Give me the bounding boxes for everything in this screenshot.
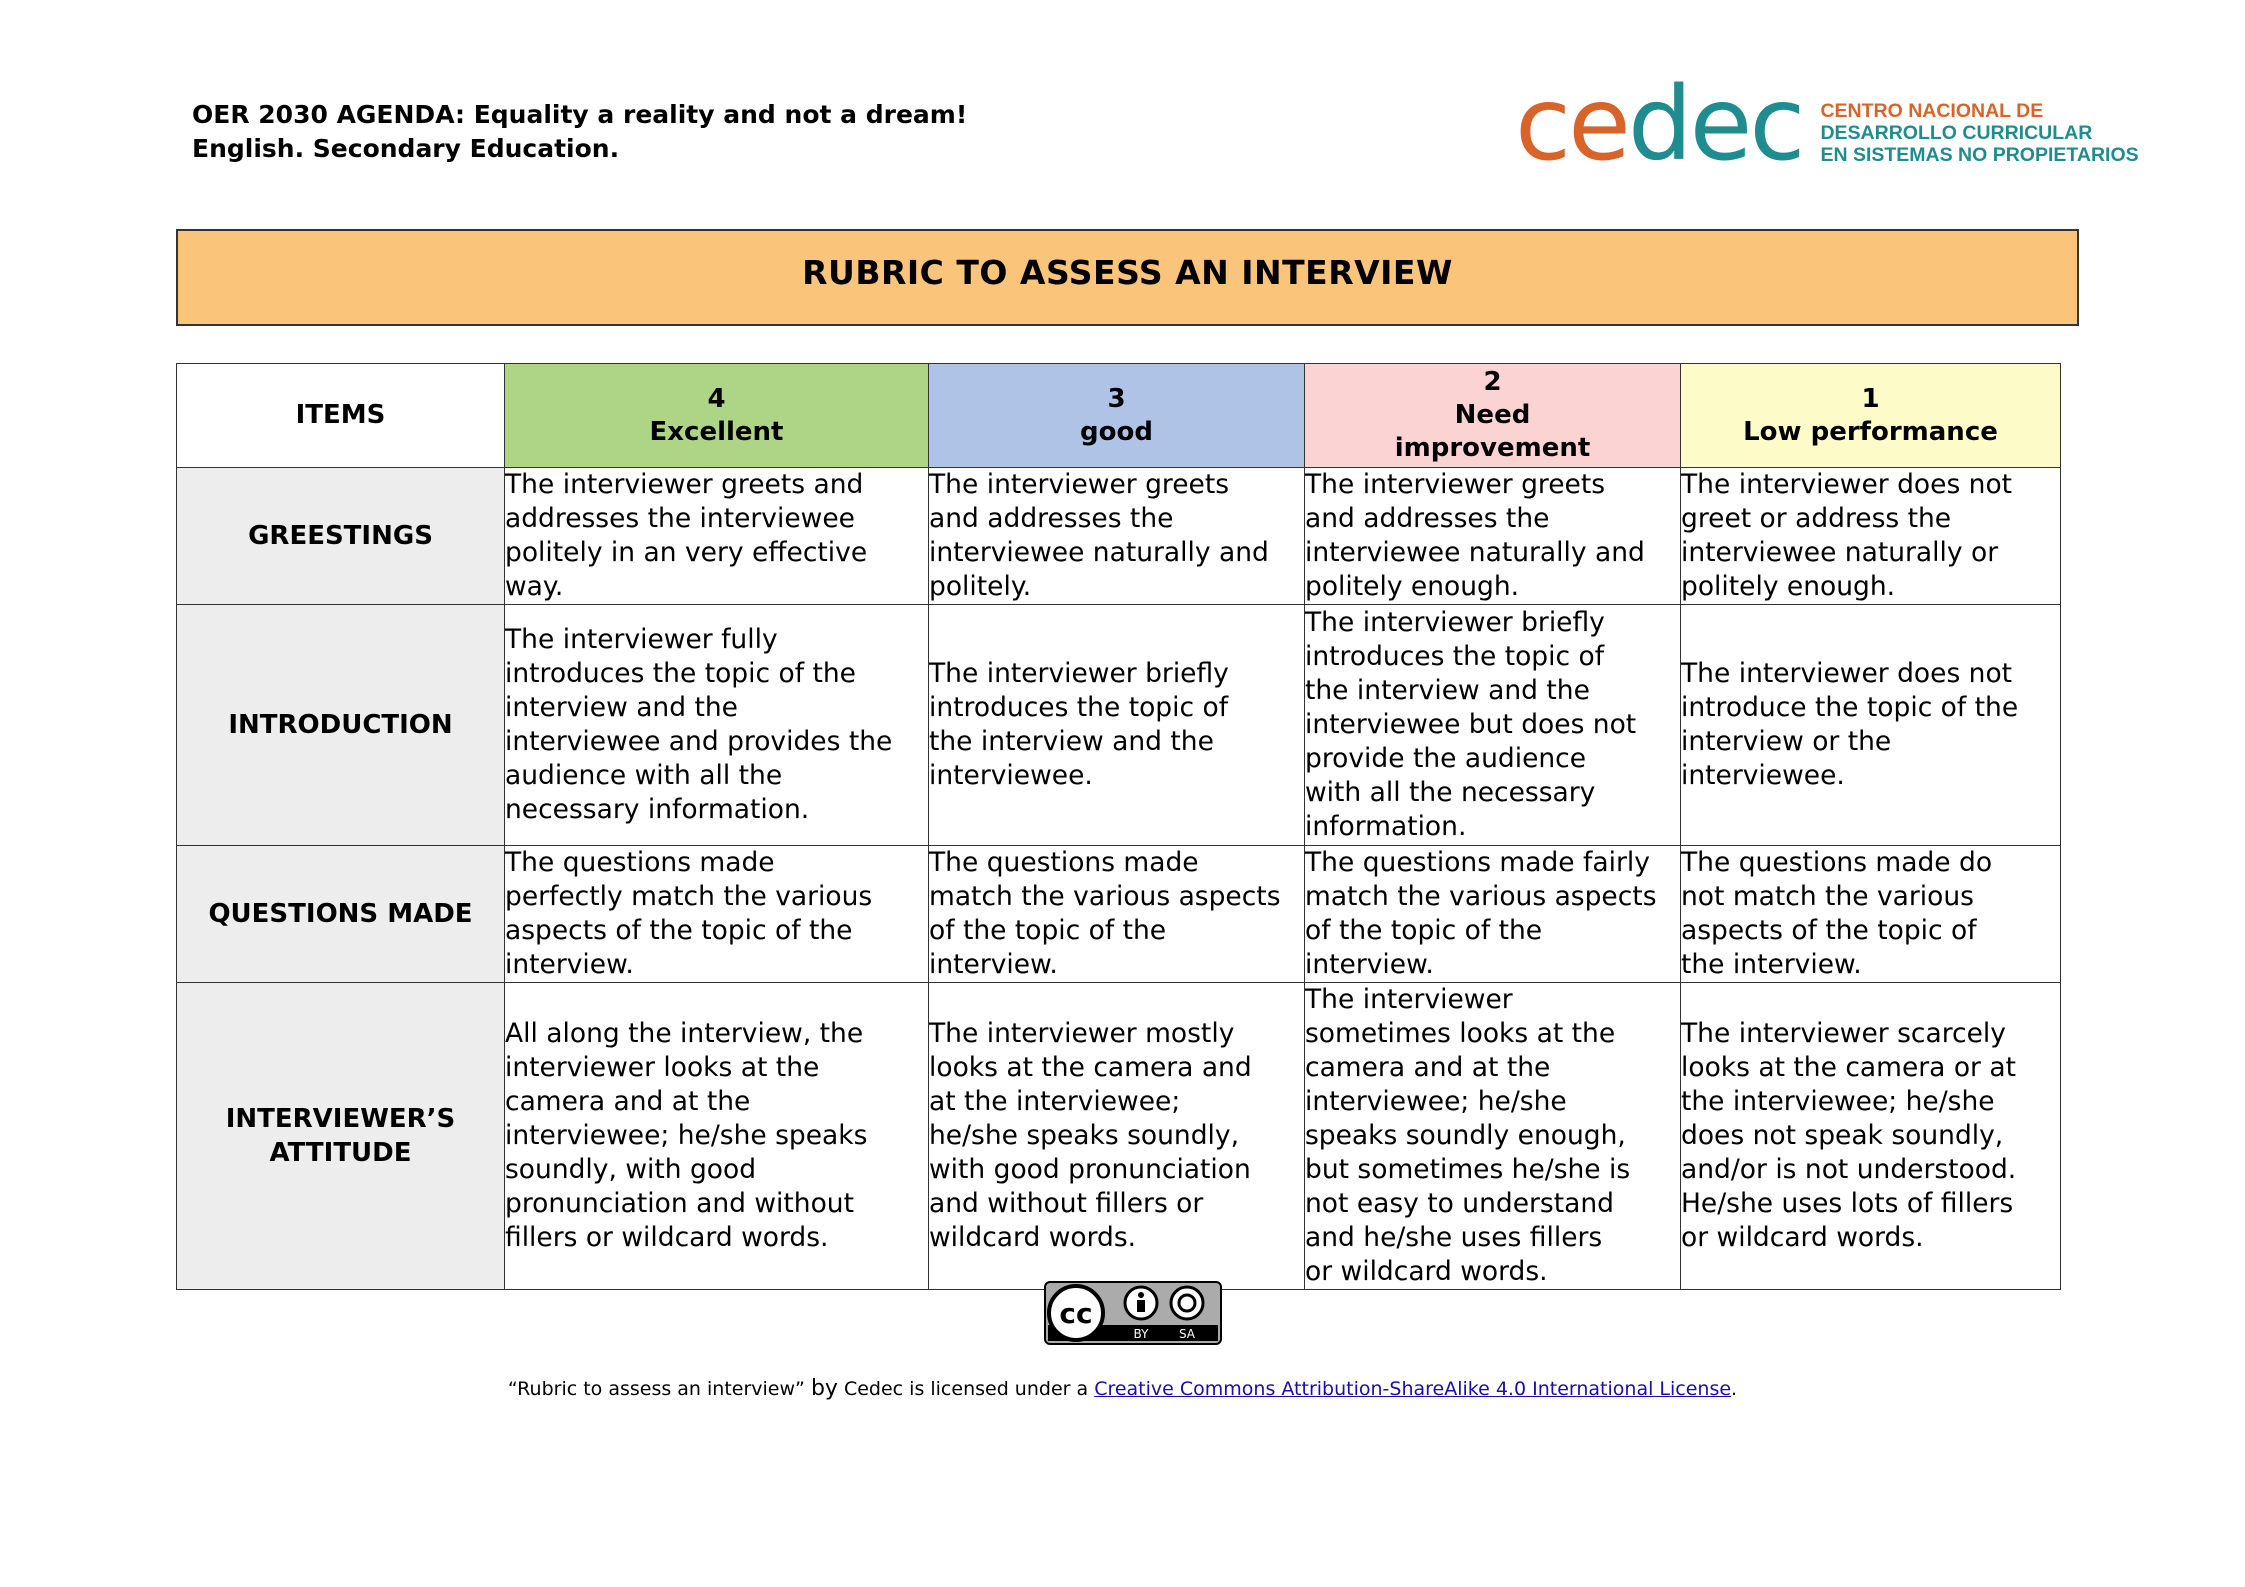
license-by: by (810, 1376, 838, 1401)
rubric-item-label: GREESTINGS (177, 468, 505, 605)
logo-tagline-line: DESARROLLO CURRICULAR (1820, 122, 2093, 144)
rubric-cell-score-2: The interviewer greets and addresses the interviewee naturally and politely enough. (1305, 468, 1681, 605)
rubric-row (177, 846, 2061, 983)
logo-word-ce: ce (1515, 65, 1628, 184)
badge-label-by: BY (1133, 1327, 1149, 1341)
rubric-cell-score-3: The questions made match the various aspects of the topic of the interview. (929, 846, 1305, 983)
rubric-cell-score-4: The interviewer fully introduces the topic of the interview and the interviewee and provides the audience with all the necessary information. (505, 605, 929, 846)
header-score-2: 2 Need improvement (1305, 364, 1681, 468)
rubric-cell-score-2: The questions made fairly match the various aspects of the topic of the interview. (1305, 846, 1681, 983)
rubric-title-banner (176, 229, 2079, 326)
rubric-cell-score-1: The questions made do not match the various aspects of the topic of the interview. (1681, 846, 2061, 983)
logo-tagline (1820, 100, 2138, 166)
document-header (192, 98, 967, 166)
rubric-cell-score-4: All along the interview, the interviewer looks at the camera and at the interviewee; he/she speaks soundly, with good pronunciation and without fillers or wildcard words. (505, 983, 929, 1290)
header-line-1: OER 2030 AGENDA: Equality a reality and not a dream! (192, 100, 968, 129)
header-score-1: 1 Low performance (1681, 364, 2061, 468)
header-score-4: 4 Excellent (505, 364, 929, 468)
license-link[interactable]: Creative Commons Attribution-ShareAlike 4.0 International License (1094, 1378, 1732, 1400)
cc-by-sa-badge (1044, 1281, 1222, 1349)
license-end: . (1731, 1378, 1738, 1400)
header-line-2: English. Secondary Education. (192, 134, 620, 163)
rubric-title: RUBRIC TO ASSESS AN INTERVIEW (802, 253, 1453, 292)
rubric-cell-score-4: The questions made perfectly match the various aspects of the topic of the interview. (505, 846, 929, 983)
badge-label-sa: SA (1178, 1327, 1196, 1341)
rubric-cell-score-2: The interviewer briefly introduces the topic of the interview and the interviewee but does not provide the audience with all the necessary information. (1305, 605, 1681, 846)
license-middle: Cedec is licensed under a (843, 1378, 1089, 1400)
rubric-item-label: INTERVIEWER’S ATTITUDE (177, 983, 505, 1290)
logo-tagline-line: EN SISTEMAS NO PROPIETARIOS (1820, 144, 2139, 166)
rubric-row (177, 468, 2061, 605)
cedec-logo (1515, 65, 2139, 184)
rubric-row (177, 983, 2061, 1290)
header-items: ITEMS (177, 364, 505, 468)
cc-license-icon (1044, 1281, 1222, 1345)
rubric-cell-score-3: The interviewer briefly introduces the topic of the interview and the interviewee. (929, 605, 1305, 846)
rubric-item-label: INTRODUCTION (177, 605, 505, 846)
rubric-cell-score-3: The interviewer greets and addresses the interviewee naturally and politely. (929, 468, 1305, 605)
logo-word-dec: dec (1627, 65, 1803, 184)
logo-wordmark (1515, 65, 1803, 184)
logo-tagline-line: CENTRO NACIONAL DE (1820, 100, 2044, 122)
rubric-header-row (177, 364, 2061, 468)
rubric-cell-score-3: The interviewer mostly looks at the camera and at the interviewee; he/she speaks soundly, with good pronunciation and without fillers or wildcard words. (929, 983, 1305, 1290)
license-work-title: “Rubric to assess an interview” (507, 1378, 805, 1400)
rubric-item-label: QUESTIONS MADE (177, 846, 505, 983)
license-notice (0, 1376, 2245, 1401)
rubric-cell-score-1: The interviewer does not greet or address the interviewee naturally or politely enough. (1681, 468, 2061, 605)
rubric-cell-score-1: The interviewer scarcely looks at the camera or at the interviewee; he/she does not speak soundly, and/or is not understood. He/she uses lots of fillers or wildcard words. (1681, 983, 2061, 1290)
header-score-3: 3 good (929, 364, 1305, 468)
rubric-table (176, 363, 2061, 1290)
rubric-cell-score-4: The interviewer greets and addresses the interviewee politely in an very effective way. (505, 468, 929, 605)
svg-text:cc: cc (1059, 1297, 1093, 1330)
rubric-row (177, 605, 2061, 846)
rubric-cell-score-1: The interviewer does not introduce the topic of the interview or the interviewee. (1681, 605, 2061, 846)
rubric-cell-score-2: The interviewer sometimes looks at the camera and at the interviewee; he/she speaks soundly enough, but sometimes he/she is not easy to understand and he/she uses fillers or wildcard words. (1305, 983, 1681, 1290)
